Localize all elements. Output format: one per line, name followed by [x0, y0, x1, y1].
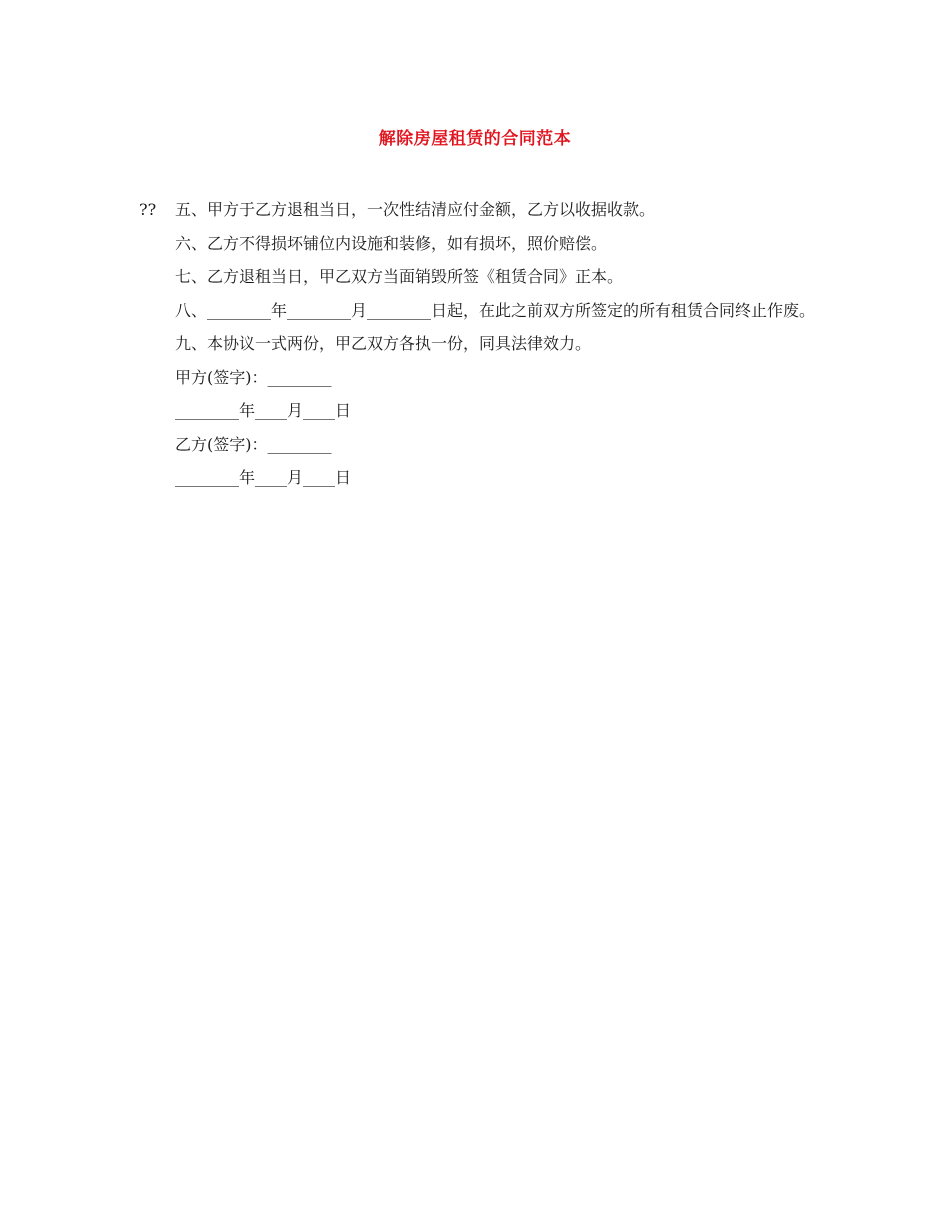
document-body	[139, 193, 815, 495]
lead-marker: ??	[139, 200, 157, 219]
party-b-date: ________年____月____日	[175, 468, 352, 487]
clause-6: 六、乙方不得损坏铺位内设施和装修，如有损坏，照价赔偿。	[175, 233, 608, 253]
clause-5	[139, 193, 815, 227]
party-a-date: ________年____月____日	[175, 401, 352, 420]
clause-9: 九、本协议一式两份，甲乙双方各执一份，同具法律效力。	[175, 334, 592, 353]
party-a-signature: 甲方(签字)：________	[175, 367, 332, 387]
clause-8: 八、________年________月________日起，在此之前双方所签定的所有租赁合同终止作废。	[175, 300, 816, 320]
party-b-signature: 乙方(签字)：________	[175, 434, 332, 454]
document-title: 解除房屋租赁的合同范本	[378, 129, 572, 149]
clause-7: 七、乙方退租当日，甲乙双方当面销毁所签《租赁合同》正本。	[175, 267, 624, 286]
clause-5-text: 五、甲方于乙方退租当日，一次性结清应付金额，乙方以收据收款。	[175, 200, 656, 219]
